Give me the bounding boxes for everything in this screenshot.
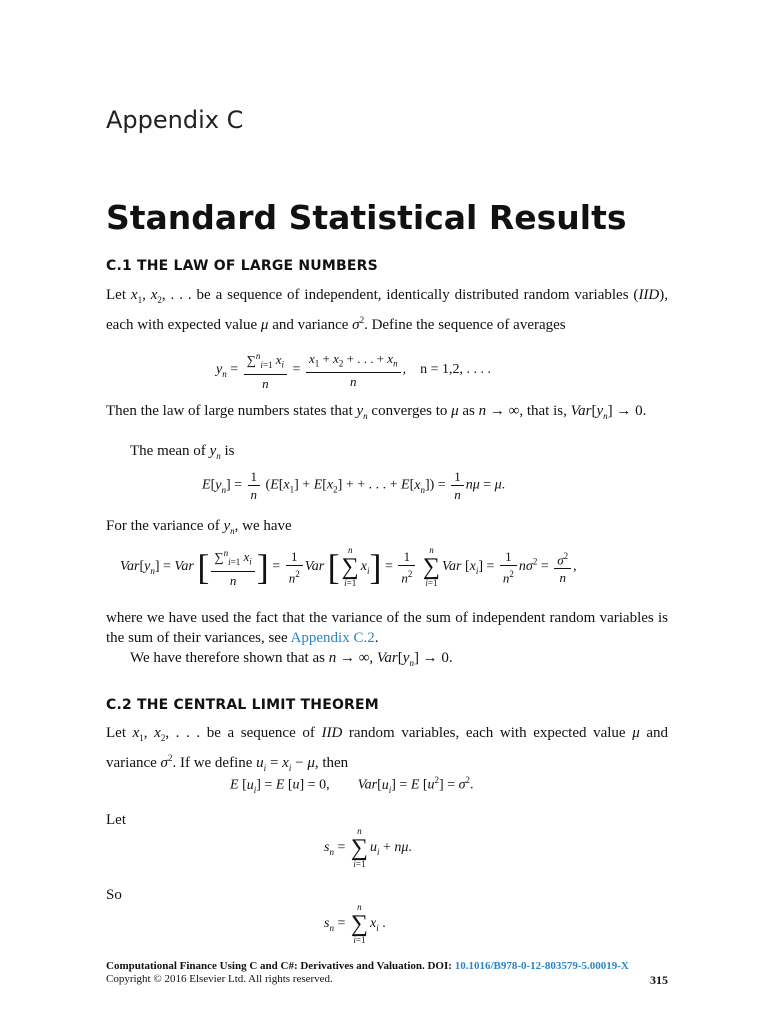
equation-variance: $Var[y_n]$ = Var [ $\frac{\sum^n_{i=1} x_i}{n}$ ] = $\frac{1}{n^2}$ Var [ n ∑ i=1 $x_i$] = $\frac{1}{n^2}$ n ∑ i=1 Var $[x_i]$ = $\frac{1}{n^2}$ $n\sigma^2$ = $\frac{\sigma^2}{n}$ , (120, 545, 577, 588)
paragraph-lln-statement: Then the law of large numbers states that $y_n$ converges to μ as n → ∞, that is, $Var[y_n] \to 0$. (106, 403, 647, 421)
text-so: So (106, 887, 122, 903)
equation-sn-u: $s_n$ = n ∑ i=1 $u_i + n\mu$. (324, 826, 412, 869)
equation-mean: $E[y_n]$ = $\frac{1}{n}$ ($E[x_1] + E[x_2]$ + + . . . + $E[x_n]$) = $\frac{1}{n}$ nμ = μ. (202, 469, 506, 502)
paragraph-sum-variances: where we have used the fact that the variance of the sum of independent random variables is the sum of their variances, see Appendix C.2. (106, 610, 668, 646)
paragraph-clt-intro: Let $x_1$, $x_2$, . . . be a sequence of IID random variables, each with expected value μ and variance $\sigma^2$. If we define $u_i = x_i - \mu$, then (106, 725, 669, 773)
text-let: Let (106, 812, 126, 828)
page-number: 315 (650, 973, 668, 987)
equation-sn-x: $s_n$ = n ∑ i=1 $x_i$ . (324, 902, 386, 945)
doi-link[interactable]: 10.1016/B978-0-12-803579-5.00019-X (454, 960, 629, 972)
chapter-title: Standard Statistical Results (106, 198, 627, 237)
footer-book-line: Computational Finance Using C and C#: Derivatives and Valuation. DOI: (106, 960, 452, 972)
appendix-c2-link[interactable]: Appendix C.2 (290, 630, 375, 646)
paragraph-iid-definition: Let $x_1$, $x_2$, . . . be a sequence of independent, identically distributed random variables (IID), each with expected value μ and variance $\sigma^2$. Define the sequence of averages (106, 287, 669, 333)
footer-copyright: Copyright © 2016 Elsevier Ltd. All rights reserved. (106, 973, 333, 985)
paragraph-shown: We have therefore shown that as n → ∞, $Var[y_n] \to 0$. (130, 650, 453, 668)
n-range: n = 1,2, . . . . (420, 362, 491, 378)
equation-u-moments: E $[u_i] = E$ [u] = 0, $Var[u_i] = E$ $[u^2] = \sigma^2$. (230, 775, 474, 795)
footer (106, 960, 668, 986)
appendix-label: Appendix C (106, 106, 244, 134)
section-heading-c1: C.1 THE LAW OF LARGE NUMBERS (106, 258, 378, 274)
section-heading-c2: C.2 THE CENTRAL LIMIT THEOREM (106, 697, 379, 713)
paragraph-mean: The mean of $y_n$ is (130, 443, 235, 461)
equation-average: $y_n$ = $\frac{\sum^n_{i=1} x_i}{n}$ = $\frac{x_1 + x_2 + . . . + x_n}{n}$ , n = 1,2, . . . . (216, 348, 491, 392)
paragraph-variance: For the variance of $y_n$, we have (106, 518, 292, 536)
